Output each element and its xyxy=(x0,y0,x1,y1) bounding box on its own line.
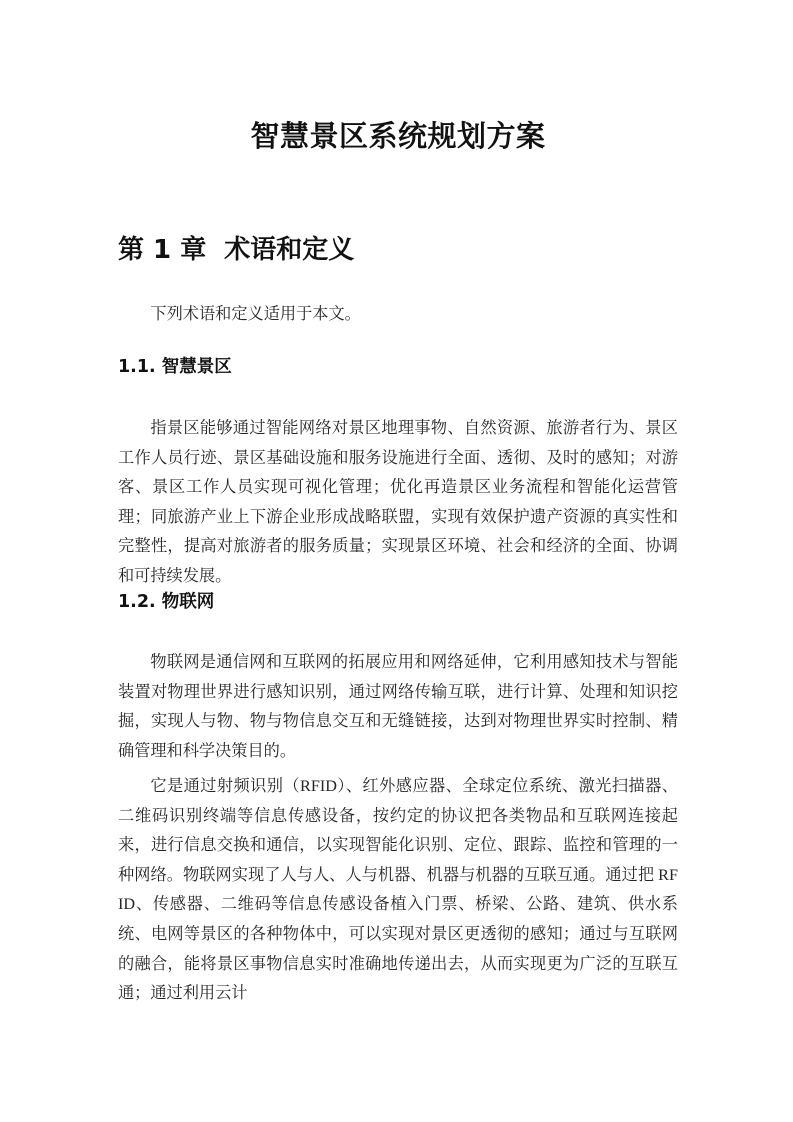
chapter-intro-paragraph: 下列术语和定义适用于本文。 xyxy=(150,305,361,323)
section-paragraph-1-2-second: 它是通过射频识别（RFID）、红外感应器、全球定位系统、激光扫描器、二维码识别终端等信息传感设备，按约定的协议把各类物品和互联网连接起来，进行信息交换和通信，以实现智能化识别、定位、跟踪、监控和管理的一种网络。物联网实现了人与人、人与机器、机器与机器的互联互通。通过把 RFID、传感器、二维码等信息传感设备植入门票、桥梁、公路、建筑、供水系统、电网等景区的各种物体中，可以实现对景区更透彻的感知；通过与互联网的融合，能将景区事物信息实时准确地传递出去，从而实现更为广泛的互联互通；通过利用云计 xyxy=(118,777,678,1003)
section-paragraph-1-2-first: 物联网是通信网和互联网的拓展应用和网络延伸，它利用感知技术与智能装置对物理世界进行感知识别，通过网络传输互联，进行计算、处理和知识挖掘，实现人与物、物与物信息交互和无缝链接，达到对物理世界实时控制、精确管理和科学决策目的。 xyxy=(118,653,678,760)
section-paragraph-1-1: 指景区能够通过智能网络对景区地理事物、自然资源、旅游者行为、景区工作人员行迹、景区基础设施和服务设施进行全面、透彻、及时的感知；对游客、景区工作人员实现可视化管理；优化再造景区业务流程和智能化运营管理；同旅游产业上下游企业形成战略联盟，实现有效保护遗产资源的真实性和完整性，提高对旅游者的服务质量；实现景区环境、社会和经济的全面、协调和可持续发展。 xyxy=(118,419,678,585)
section-heading-1-2: 1.2. 物联网 xyxy=(118,592,215,612)
section-heading-1-1: 1.1. 智慧景区 xyxy=(118,357,232,377)
page-title: 智慧景区系统规划方案 xyxy=(250,119,546,153)
chapter-heading: 第 1 章 术语和定义 xyxy=(118,235,355,265)
